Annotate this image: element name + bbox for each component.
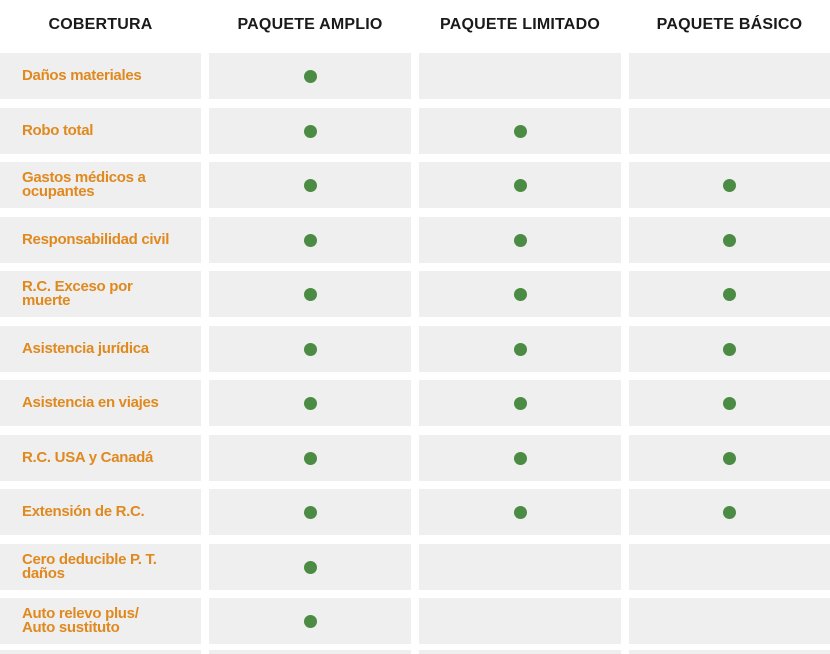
included-dot-icon (723, 234, 736, 247)
included-dot-icon (304, 615, 317, 628)
package-cell-limitado (419, 380, 621, 426)
package-cell-basico (629, 544, 830, 590)
coverage-label: Asistencia jurídica (22, 340, 149, 357)
included-dot-icon (514, 288, 527, 301)
package-cell-limitado (419, 489, 621, 535)
coverage-label: Gastos médicos a ocupantes (22, 169, 146, 200)
table-row (0, 489, 830, 535)
table-header (0, 0, 830, 50)
package-cell-limitado (419, 217, 621, 263)
package-cell-basico (629, 489, 830, 535)
included-dot-icon (514, 343, 527, 356)
included-dot-icon (723, 343, 736, 356)
included-dot-icon (723, 452, 736, 465)
included-dot-icon (514, 452, 527, 465)
header-coverage: COBERTURA (48, 16, 153, 33)
table-row (0, 326, 830, 372)
package-cell-limitado (419, 271, 621, 317)
package-cell-limitado (419, 326, 621, 372)
package-cell-amplio (209, 544, 411, 590)
table-row (0, 162, 830, 208)
coverage-cell (0, 380, 201, 426)
table-row (0, 271, 830, 317)
package-cell-amplio (209, 326, 411, 372)
included-dot-icon (723, 179, 736, 192)
table-row (0, 544, 830, 590)
coverage-cell (0, 326, 201, 372)
package-cell-amplio (209, 162, 411, 208)
coverage-cell (0, 217, 201, 263)
included-dot-icon (304, 125, 317, 138)
package-cell-amplio (209, 217, 411, 263)
package-cell-basico (629, 326, 830, 372)
included-dot-icon (304, 70, 317, 83)
table-tail (209, 650, 411, 654)
table-tail (629, 650, 830, 654)
coverage-cell (0, 598, 201, 644)
coverage-cell (0, 544, 201, 590)
included-dot-icon (304, 234, 317, 247)
included-dot-icon (304, 288, 317, 301)
header-paquete-limitado: PAQUETE LIMITADO (440, 16, 600, 33)
included-dot-icon (304, 506, 317, 519)
coverage-cell (0, 162, 201, 208)
coverage-label: Extensión de R.C. (22, 503, 145, 520)
included-dot-icon (304, 452, 317, 465)
package-cell-basico (629, 53, 830, 99)
package-cell-basico (629, 108, 830, 154)
package-cell-amplio (209, 271, 411, 317)
coverage-label: R.C. USA y Canadá (22, 449, 154, 466)
table-row (0, 217, 830, 263)
package-cell-amplio (209, 380, 411, 426)
package-cell-limitado (419, 435, 621, 481)
package-cell-amplio (209, 108, 411, 154)
included-dot-icon (304, 561, 317, 574)
header-paquete-basico: PAQUETE BÁSICO (656, 16, 803, 33)
package-cell-basico (629, 217, 830, 263)
included-dot-icon (723, 506, 736, 519)
coverage-label: Auto relevo plus/ Auto sustituto (22, 605, 139, 636)
package-cell-amplio (209, 489, 411, 535)
coverage-label: R.C. Exceso por muerte (22, 278, 133, 309)
table-row (0, 435, 830, 481)
included-dot-icon (514, 397, 527, 410)
package-cell-basico (629, 598, 830, 644)
coverage-label: Daños materiales (22, 67, 142, 84)
included-dot-icon (723, 397, 736, 410)
table-row (0, 380, 830, 426)
coverage-label: Asistencia en viajes (22, 394, 159, 411)
coverage-cell (0, 271, 201, 317)
included-dot-icon (304, 397, 317, 410)
included-dot-icon (514, 125, 527, 138)
table-tail (0, 650, 201, 654)
package-cell-basico (629, 380, 830, 426)
package-cell-limitado (419, 108, 621, 154)
included-dot-icon (723, 288, 736, 301)
package-cell-limitado (419, 162, 621, 208)
package-cell-basico (629, 162, 830, 208)
header-paquete-amplio: PAQUETE AMPLIO (237, 16, 383, 33)
package-cell-amplio (209, 435, 411, 481)
package-cell-amplio (209, 53, 411, 99)
included-dot-icon (304, 343, 317, 356)
package-cell-basico (629, 435, 830, 481)
package-cell-basico (629, 271, 830, 317)
table-row (0, 598, 830, 644)
package-cell-limitado (419, 544, 621, 590)
included-dot-icon (514, 179, 527, 192)
table-tail (419, 650, 621, 654)
package-cell-amplio (209, 598, 411, 644)
coverage-cell (0, 53, 201, 99)
table-row (0, 108, 830, 154)
coverage-label: Responsabilidad civil (22, 231, 170, 248)
included-dot-icon (514, 506, 527, 519)
included-dot-icon (514, 234, 527, 247)
table-row (0, 53, 830, 99)
package-cell-limitado (419, 53, 621, 99)
included-dot-icon (304, 179, 317, 192)
coverage-label: Cero deducible P. T. daños (22, 551, 157, 582)
package-cell-limitado (419, 598, 621, 644)
coverage-label: Robo total (22, 122, 94, 139)
coverage-cell (0, 108, 201, 154)
coverage-cell (0, 489, 201, 535)
coverage-cell (0, 435, 201, 481)
